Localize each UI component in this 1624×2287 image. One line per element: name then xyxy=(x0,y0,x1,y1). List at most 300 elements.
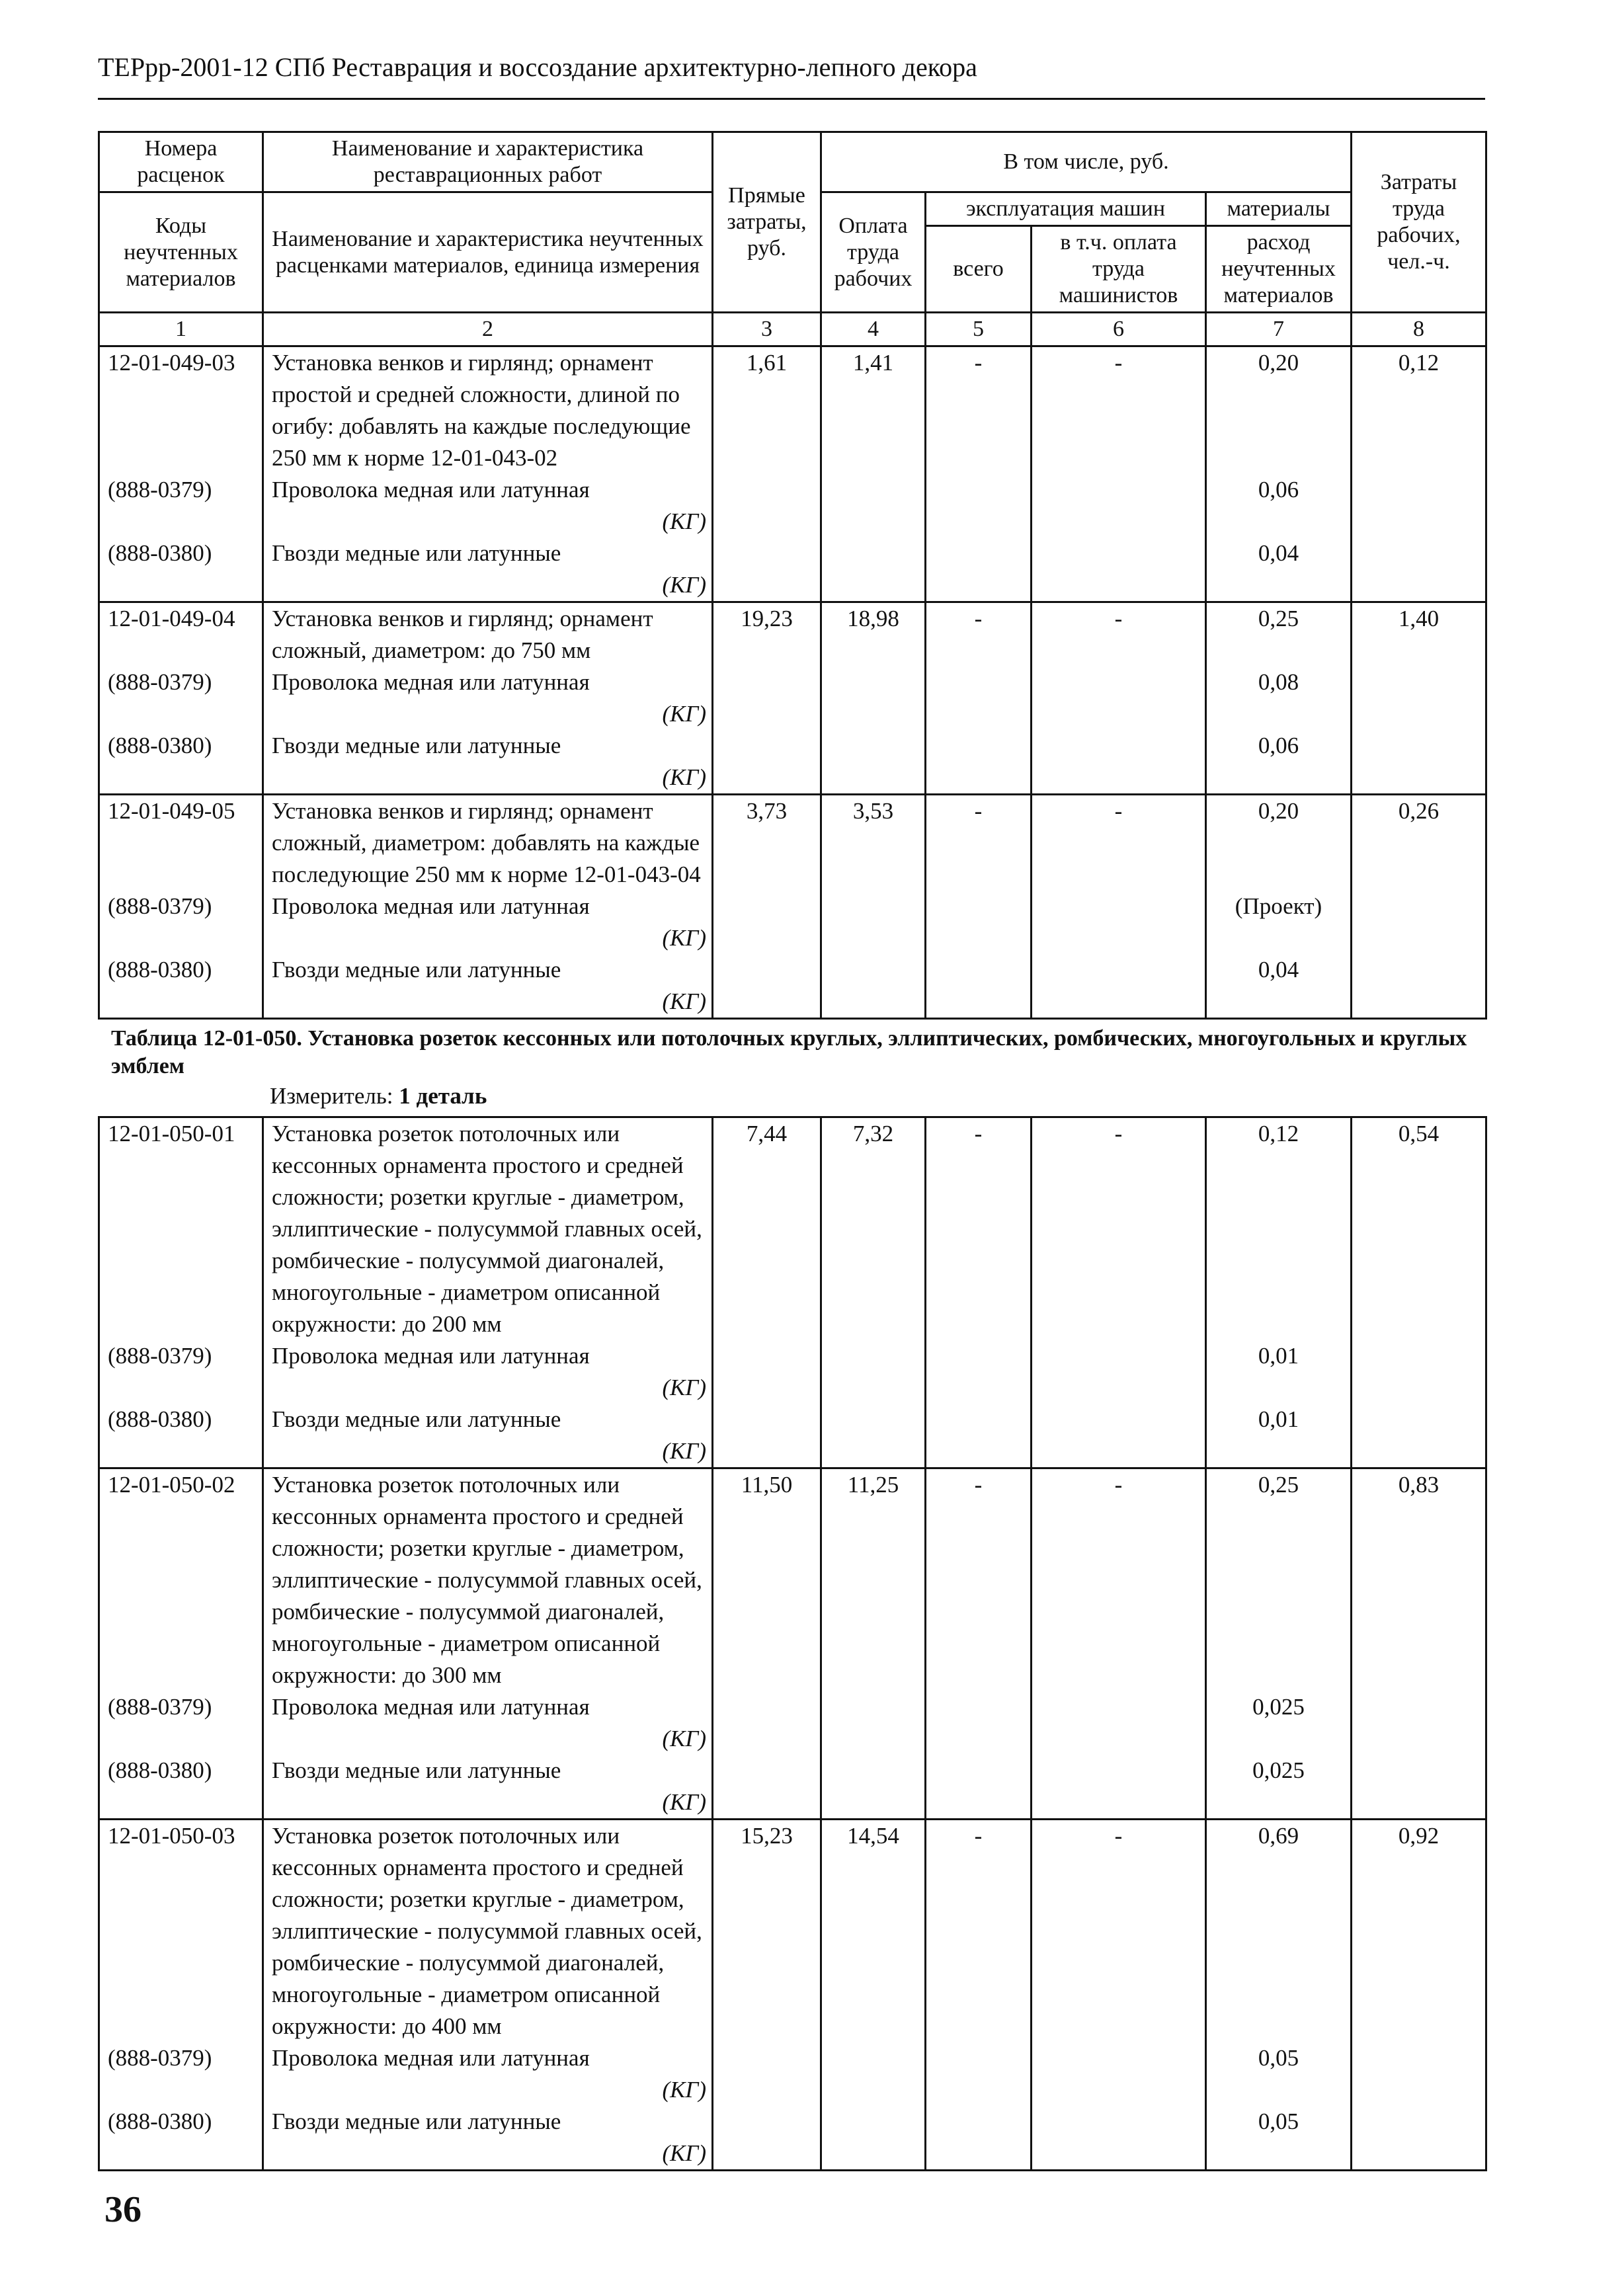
direct-cost: 15,23 xyxy=(713,1820,821,2043)
material-code: (888-0379) xyxy=(99,1691,263,1723)
material-qty: 0,06 xyxy=(1206,474,1352,506)
empty-cell xyxy=(1206,1786,1352,1820)
empty-cell xyxy=(1032,474,1206,506)
empty-cell xyxy=(1032,2138,1206,2171)
empty-cell xyxy=(1352,730,1486,762)
empty-cell xyxy=(99,1435,263,1468)
unit-label: (КГ) xyxy=(263,569,713,602)
measure-value: 1 деталь xyxy=(399,1083,487,1109)
material-qty: 0,04 xyxy=(1206,954,1352,986)
table-body-049 xyxy=(99,346,1486,1019)
labor-hours: 0,54 xyxy=(1352,1117,1486,1341)
col-group-header: В том числе, руб. xyxy=(821,132,1352,192)
empty-cell xyxy=(926,1786,1032,1820)
machinists-pay: - xyxy=(1032,795,1206,891)
empty-cell xyxy=(1032,1340,1206,1372)
labor-hours: 0,92 xyxy=(1352,1820,1486,2043)
labor-cost: 1,41 xyxy=(821,346,926,475)
col-number: 3 xyxy=(713,313,821,346)
empty-cell xyxy=(821,1404,926,1435)
empty-cell xyxy=(1032,954,1206,986)
empty-cell xyxy=(926,2106,1032,2138)
col-machines-header: эксплуатация машин xyxy=(926,192,1206,226)
empty-cell xyxy=(926,1691,1032,1723)
empty-cell xyxy=(821,1340,926,1372)
empty-cell xyxy=(1032,666,1206,698)
rate-description: Установка венков и гирлянд; орнамент простой и средней сложности, длиной по огибу: добавлять на каждые последующие 250 мм к норме 12-01-043-02 xyxy=(263,346,713,475)
material-qty: 0,01 xyxy=(1206,1404,1352,1435)
material-code: (888-0380) xyxy=(99,1404,263,1435)
empty-cell xyxy=(99,1372,263,1404)
empty-cell xyxy=(713,2042,821,2074)
col-number: 4 xyxy=(821,313,926,346)
empty-cell xyxy=(1352,698,1486,730)
rate-row xyxy=(99,346,1486,475)
empty-cell xyxy=(821,2074,926,2106)
empty-cell xyxy=(926,569,1032,602)
unit-row xyxy=(99,986,1486,1019)
machines-total: - xyxy=(926,1468,1032,1692)
empty-cell xyxy=(821,1691,926,1723)
empty-cell xyxy=(926,1404,1032,1435)
empty-cell xyxy=(821,2042,926,2074)
col-rates-header: Номера расценок xyxy=(99,132,263,192)
col-works-header: Наименование и характеристика реставрационных работ xyxy=(263,132,713,192)
direct-cost: 7,44 xyxy=(713,1117,821,1341)
empty-cell xyxy=(1352,666,1486,698)
material-name: Проволока медная или латунная xyxy=(263,666,713,698)
empty-cell xyxy=(926,506,1032,538)
empty-cell xyxy=(1032,1404,1206,1435)
empty-cell xyxy=(1032,1691,1206,1723)
material-code: (888-0379) xyxy=(99,474,263,506)
material-qty: 0,025 xyxy=(1206,1755,1352,1786)
empty-cell xyxy=(1032,2042,1206,2074)
empty-cell xyxy=(99,1786,263,1820)
empty-cell xyxy=(1352,2042,1486,2074)
empty-cell xyxy=(1206,1435,1352,1468)
col-number: 1 xyxy=(99,313,263,346)
empty-cell xyxy=(821,922,926,954)
empty-cell xyxy=(1352,2106,1486,2138)
material-row xyxy=(99,1691,1486,1723)
material-row xyxy=(99,730,1486,762)
machines-total: - xyxy=(926,795,1032,891)
empty-cell xyxy=(713,2074,821,2106)
empty-cell xyxy=(713,698,821,730)
empty-cell xyxy=(1352,954,1486,986)
rate-row xyxy=(99,795,1486,891)
empty-cell xyxy=(713,922,821,954)
empty-cell xyxy=(926,698,1032,730)
col-hours-header: Затраты труда рабочих, чел.-ч. xyxy=(1352,132,1486,313)
materials-cost: 0,25 xyxy=(1206,1468,1352,1692)
machinists-pay: - xyxy=(1032,1468,1206,1692)
rate-row xyxy=(99,602,1486,667)
col-number: 7 xyxy=(1206,313,1352,346)
material-name: Гвозди медные или латунные xyxy=(263,1404,713,1435)
col-codes-header: Коды неучтенных материалов xyxy=(99,192,263,313)
empty-cell xyxy=(926,666,1032,698)
empty-cell xyxy=(1032,891,1206,922)
empty-cell xyxy=(926,986,1032,1019)
material-name: Проволока медная или латунная xyxy=(263,474,713,506)
rate-row xyxy=(99,1468,1486,1692)
empty-cell xyxy=(1352,922,1486,954)
empty-cell xyxy=(99,506,263,538)
empty-cell xyxy=(1352,891,1486,922)
empty-cell xyxy=(1206,762,1352,795)
empty-cell xyxy=(1206,506,1352,538)
empty-cell xyxy=(1032,762,1206,795)
empty-cell xyxy=(926,1372,1032,1404)
unit-label: (КГ) xyxy=(263,2074,713,2106)
empty-cell xyxy=(821,1723,926,1755)
empty-cell xyxy=(1352,1404,1486,1435)
unit-label: (КГ) xyxy=(263,1435,713,1468)
empty-cell xyxy=(713,986,821,1019)
material-name: Проволока медная или латунная xyxy=(263,2042,713,2074)
col-machinists-pay-header: в т.ч. оплата труда машинистов xyxy=(1032,226,1206,313)
empty-cell xyxy=(1032,506,1206,538)
empty-cell xyxy=(1206,986,1352,1019)
empty-cell xyxy=(713,1723,821,1755)
unit-label: (КГ) xyxy=(263,2138,713,2171)
col-labor-header: Оплата труда рабочих xyxy=(821,192,926,313)
empty-cell xyxy=(1032,1372,1206,1404)
material-code: (888-0380) xyxy=(99,730,263,762)
empty-cell xyxy=(926,1723,1032,1755)
material-row xyxy=(99,474,1486,506)
unit-row xyxy=(99,569,1486,602)
material-code: (888-0380) xyxy=(99,2106,263,2138)
rate-row xyxy=(99,1820,1486,2043)
materials-cost: 0,20 xyxy=(1206,795,1352,891)
empty-cell xyxy=(713,506,821,538)
empty-cell xyxy=(926,1755,1032,1786)
empty-cell xyxy=(713,730,821,762)
unit-label: (КГ) xyxy=(263,1786,713,1820)
col-materials-name-header: Наименование и характеристика неучтенных расценками материалов, единица измерения xyxy=(263,192,713,313)
empty-cell xyxy=(926,891,1032,922)
empty-cell xyxy=(99,698,263,730)
materials-cost: 0,20 xyxy=(1206,346,1352,475)
rate-description: Установка розеток потолочных или кессонных орнамента простого и средней сложности; розетки круглые - диаметром, эллиптические - полусуммой главных осей, ромбические - полусуммой диагоналей, многоугольные - диаметром описанной окружности: до 400 мм xyxy=(263,1820,713,2043)
labor-cost: 14,54 xyxy=(821,1820,926,2043)
direct-cost: 19,23 xyxy=(713,602,821,667)
unit-row xyxy=(99,1786,1486,1820)
unit-row xyxy=(99,506,1486,538)
running-header: ТЕРрр-2001-12 СПб Реставрация и воссоздание архитектурно-лепного декора xyxy=(98,52,977,82)
col-unaccounted-header: расход неучтенных материалов xyxy=(1206,226,1352,313)
material-qty: 0,06 xyxy=(1206,730,1352,762)
labor-cost: 11,25 xyxy=(821,1468,926,1692)
material-code: (888-0380) xyxy=(99,538,263,569)
material-qty: 0,01 xyxy=(1206,1340,1352,1372)
empty-cell xyxy=(713,666,821,698)
empty-cell xyxy=(713,1755,821,1786)
machinists-pay: - xyxy=(1032,346,1206,475)
empty-cell xyxy=(713,1372,821,1404)
empty-cell xyxy=(713,2106,821,2138)
materials-cost: 0,69 xyxy=(1206,1820,1352,2043)
unit-label: (КГ) xyxy=(263,762,713,795)
empty-cell xyxy=(1032,2106,1206,2138)
empty-cell xyxy=(821,986,926,1019)
empty-cell xyxy=(821,506,926,538)
unit-row xyxy=(99,922,1486,954)
empty-cell xyxy=(713,1340,821,1372)
unit-label: (КГ) xyxy=(263,1372,713,1404)
material-name: Проволока медная или латунная xyxy=(263,1340,713,1372)
material-name: Гвозди медные или латунные xyxy=(263,730,713,762)
empty-cell xyxy=(99,569,263,602)
empty-cell xyxy=(99,922,263,954)
unit-label: (КГ) xyxy=(263,986,713,1019)
materials-cost: 0,12 xyxy=(1206,1117,1352,1341)
empty-cell xyxy=(821,762,926,795)
empty-cell xyxy=(1032,1755,1206,1786)
rate-description: Установка венков и гирлянд; орнамент сложный, диаметром: до 750 мм xyxy=(263,602,713,667)
empty-cell xyxy=(1352,2074,1486,2106)
col-machines-total-header: всего xyxy=(926,226,1032,313)
material-name: Гвозди медные или латунные xyxy=(263,538,713,569)
empty-cell xyxy=(1352,1786,1486,1820)
rate-description: Установка венков и гирлянд; орнамент сложный, диаметром: добавлять на каждые последующие 250 мм к норме 12-01-043-04 xyxy=(263,795,713,891)
material-qty: 0,05 xyxy=(1206,2042,1352,2074)
table-caption-050: Таблица 12-01-050. Установка розеток кессонных или потолочных круглых, эллиптических, ромбических, многоугольных и круглых эмблем xyxy=(111,1026,1467,1078)
materials-cost: 0,25 xyxy=(1206,602,1352,667)
material-name: Гвозди медные или латунные xyxy=(263,2106,713,2138)
empty-cell xyxy=(821,698,926,730)
empty-cell xyxy=(926,922,1032,954)
rate-code: 12-01-049-05 xyxy=(99,795,263,891)
empty-cell xyxy=(1206,2074,1352,2106)
material-qty: 0,08 xyxy=(1206,666,1352,698)
material-qty: (Проект) xyxy=(1206,891,1352,922)
labor-hours: 0,26 xyxy=(1352,795,1486,891)
empty-cell xyxy=(1352,1755,1486,1786)
material-qty: 0,025 xyxy=(1206,1691,1352,1723)
direct-cost: 3,73 xyxy=(713,795,821,891)
col-direct-header: Прямые затраты, руб. xyxy=(713,132,821,313)
rate-description: Установка розеток потолочных или кессонных орнамента простого и средней сложности; розетки круглые - диаметром, эллиптические - полусуммой главных осей, ромбические - полусуммой диагоналей, многоугольные - диаметром описанной окружности: до 200 мм xyxy=(263,1117,713,1341)
table-header xyxy=(99,132,1486,346)
rates-table-050 xyxy=(98,1116,1487,2171)
material-row xyxy=(99,538,1486,569)
empty-cell xyxy=(821,666,926,698)
machines-total: - xyxy=(926,1117,1032,1341)
unit-row xyxy=(99,762,1486,795)
empty-cell xyxy=(1206,698,1352,730)
empty-cell xyxy=(1032,730,1206,762)
rate-description: Установка розеток потолочных или кессонных орнамента простого и средней сложности; розетки круглые - диаметром, эллиптические - полусуммой главных осей, ромбические - полусуммой диагоналей, многоугольные - диаметром описанной окружности: до 300 мм xyxy=(263,1468,713,1692)
material-row xyxy=(99,1755,1486,1786)
machinists-pay: - xyxy=(1032,602,1206,667)
material-code: (888-0379) xyxy=(99,2042,263,2074)
unit-label: (КГ) xyxy=(263,506,713,538)
material-name: Проволока медная или латунная xyxy=(263,1691,713,1723)
empty-cell xyxy=(713,891,821,922)
material-name: Гвозди медные или латунные xyxy=(263,954,713,986)
empty-cell xyxy=(713,1404,821,1435)
empty-cell xyxy=(713,538,821,569)
material-row xyxy=(99,891,1486,922)
empty-cell xyxy=(926,954,1032,986)
empty-cell xyxy=(1206,922,1352,954)
empty-cell xyxy=(1206,569,1352,602)
rate-row xyxy=(99,1117,1486,1341)
empty-cell xyxy=(1352,506,1486,538)
empty-cell xyxy=(926,538,1032,569)
col-number: 5 xyxy=(926,313,1032,346)
empty-cell xyxy=(926,2042,1032,2074)
empty-cell xyxy=(926,1340,1032,1372)
page-number: 36 xyxy=(104,2189,142,2230)
empty-cell xyxy=(821,2138,926,2171)
empty-cell xyxy=(99,986,263,1019)
material-row xyxy=(99,666,1486,698)
material-name: Проволока медная или латунная xyxy=(263,891,713,922)
empty-cell xyxy=(99,762,263,795)
empty-cell xyxy=(926,730,1032,762)
empty-cell xyxy=(926,474,1032,506)
empty-cell xyxy=(1352,1372,1486,1404)
empty-cell xyxy=(1206,1723,1352,1755)
empty-cell xyxy=(926,762,1032,795)
material-code: (888-0379) xyxy=(99,891,263,922)
unit-row xyxy=(99,1372,1486,1404)
empty-cell xyxy=(1032,1435,1206,1468)
empty-cell xyxy=(821,954,926,986)
empty-cell xyxy=(1352,1723,1486,1755)
empty-cell xyxy=(1032,1723,1206,1755)
empty-cell xyxy=(713,1691,821,1723)
empty-cell xyxy=(821,1755,926,1786)
empty-cell xyxy=(926,1435,1032,1468)
labor-cost: 18,98 xyxy=(821,602,926,667)
rate-code: 12-01-050-02 xyxy=(99,1468,263,1692)
material-name: Гвозди медные или латунные xyxy=(263,1755,713,1786)
empty-cell xyxy=(1352,1435,1486,1468)
machines-total: - xyxy=(926,346,1032,475)
empty-cell xyxy=(926,2138,1032,2171)
empty-cell xyxy=(1206,1372,1352,1404)
rate-code: 12-01-049-03 xyxy=(99,346,263,475)
material-row xyxy=(99,1340,1486,1372)
empty-cell xyxy=(1032,569,1206,602)
material-row xyxy=(99,2042,1486,2074)
empty-cell xyxy=(1032,1786,1206,1820)
unit-row xyxy=(99,1723,1486,1755)
empty-cell xyxy=(821,730,926,762)
col-materials-header: материалы xyxy=(1206,192,1352,226)
empty-cell xyxy=(99,2138,263,2171)
empty-cell xyxy=(713,1435,821,1468)
direct-cost: 1,61 xyxy=(713,346,821,475)
table-body-050 xyxy=(99,1117,1486,2171)
empty-cell xyxy=(1352,538,1486,569)
empty-cell xyxy=(821,891,926,922)
empty-cell xyxy=(1352,986,1486,1019)
empty-cell xyxy=(1032,986,1206,1019)
unit-row xyxy=(99,2138,1486,2171)
labor-cost: 3,53 xyxy=(821,795,926,891)
col-number: 8 xyxy=(1352,313,1486,346)
material-qty: 0,04 xyxy=(1206,538,1352,569)
unit-label: (КГ) xyxy=(263,922,713,954)
header-rule xyxy=(98,98,1485,100)
empty-cell xyxy=(1206,2138,1352,2171)
empty-cell xyxy=(99,2074,263,2106)
col-number: 2 xyxy=(263,313,713,346)
empty-cell xyxy=(821,2106,926,2138)
empty-cell xyxy=(926,2074,1032,2106)
empty-cell xyxy=(713,762,821,795)
measure-unit xyxy=(270,1083,487,1109)
empty-cell xyxy=(99,1723,263,1755)
empty-cell xyxy=(1352,474,1486,506)
empty-cell xyxy=(1352,2138,1486,2171)
rate-code: 12-01-050-03 xyxy=(99,1820,263,2043)
material-row xyxy=(99,1404,1486,1435)
direct-cost: 11,50 xyxy=(713,1468,821,1692)
empty-cell xyxy=(1032,698,1206,730)
empty-cell xyxy=(713,954,821,986)
empty-cell xyxy=(821,538,926,569)
measure-label: Измеритель: xyxy=(270,1083,393,1109)
machinists-pay: - xyxy=(1032,1117,1206,1341)
empty-cell xyxy=(713,2138,821,2171)
labor-cost: 7,32 xyxy=(821,1117,926,1341)
unit-row xyxy=(99,1435,1486,1468)
empty-cell xyxy=(1032,922,1206,954)
material-code: (888-0379) xyxy=(99,666,263,698)
labor-hours: 0,12 xyxy=(1352,346,1486,475)
empty-cell xyxy=(821,1372,926,1404)
labor-hours: 1,40 xyxy=(1352,602,1486,667)
empty-cell xyxy=(713,474,821,506)
col-number: 6 xyxy=(1032,313,1206,346)
machines-total: - xyxy=(926,602,1032,667)
rate-code: 12-01-049-04 xyxy=(99,602,263,667)
empty-cell xyxy=(1352,1691,1486,1723)
unit-row xyxy=(99,2074,1486,2106)
rates-table-049 xyxy=(98,131,1487,1020)
empty-cell xyxy=(1032,538,1206,569)
empty-cell xyxy=(821,1786,926,1820)
material-qty: 0,05 xyxy=(1206,2106,1352,2138)
empty-cell xyxy=(713,569,821,602)
material-code: (888-0379) xyxy=(99,1340,263,1372)
machines-total: - xyxy=(926,1820,1032,2043)
empty-cell xyxy=(713,1786,821,1820)
empty-cell xyxy=(821,474,926,506)
unit-row xyxy=(99,698,1486,730)
empty-cell xyxy=(1352,762,1486,795)
unit-label: (КГ) xyxy=(263,1723,713,1755)
empty-cell xyxy=(1352,1340,1486,1372)
material-row xyxy=(99,954,1486,986)
rate-code: 12-01-050-01 xyxy=(99,1117,263,1341)
empty-cell xyxy=(821,569,926,602)
machinists-pay: - xyxy=(1032,1820,1206,2043)
empty-cell xyxy=(821,1435,926,1468)
material-code: (888-0380) xyxy=(99,1755,263,1786)
material-code: (888-0380) xyxy=(99,954,263,986)
labor-hours: 0,83 xyxy=(1352,1468,1486,1692)
unit-label: (КГ) xyxy=(263,698,713,730)
